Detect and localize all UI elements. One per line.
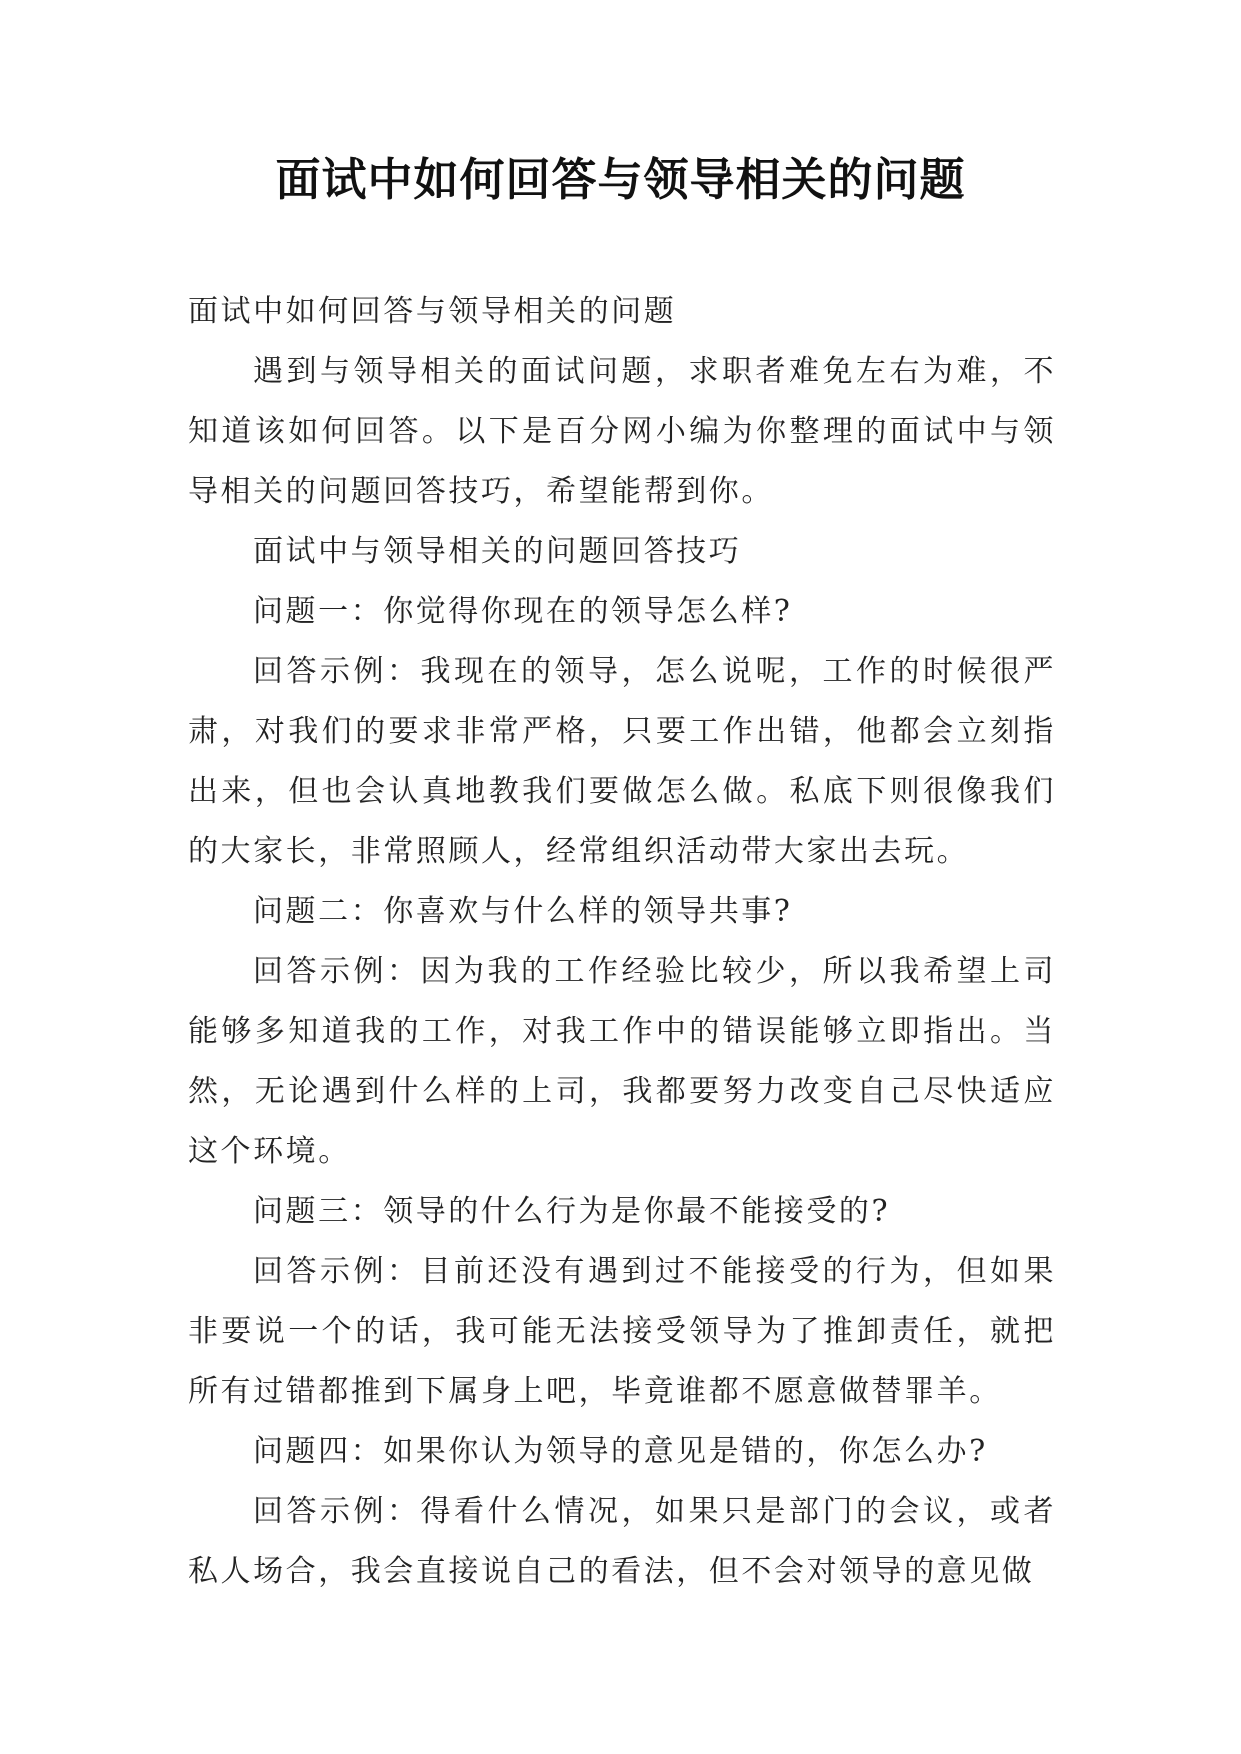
document-title: 面试中如何回答与领导相关的问题: [275, 153, 966, 206]
paragraph-question-2: 问题二：你喜欢与什么样的领导共事?: [253, 894, 793, 929]
paragraph-answer-3: 回答示例：目前还没有遇到过不能接受的行为，但如果非要说一个的话，我可能无法接受领导为了推卸责任，就把所有过错都推到下属身上吧，毕竟谁都不愿意做替罪羊。: [188, 1254, 1056, 1409]
paragraph-answer-2: 回答示例：因为我的工作经验比较少，所以我希望上司能够多知道我的工作，对我工作中的错误能够立即指出。当然，无论遇到什么样的上司，我都要努力改变自己尽快适应这个环境。: [188, 954, 1056, 1169]
paragraph-intro: 遇到与领导相关的面试问题，求职者难免左右为难，不知道该如何回答。以下是百分网小编为你整理的面试中与领导相关的问题回答技巧，希望能帮到你。: [188, 354, 1056, 509]
paragraph-subtitle: 面试中如何回答与领导相关的问题: [188, 294, 677, 329]
paragraph-question-4: 问题四：如果你认为领导的意见是错的，你怎么办?: [253, 1434, 988, 1469]
paragraph-question-1: 问题一：你觉得你现在的领导怎么样?: [253, 594, 793, 629]
document-body: [188, 282, 1056, 1602]
paragraph-question-3: 问题三：领导的什么行为是你最不能接受的?: [253, 1194, 891, 1229]
paragraph-section-heading: 面试中与领导相关的问题回答技巧: [253, 534, 742, 569]
paragraph-answer-1: 回答示例：我现在的领导，怎么说呢，工作的时候很严肃，对我们的要求非常严格，只要工作出错，他都会立刻指出来，但也会认真地教我们要做怎么做。私底下则很像我们的大家长，非常照顾人，经常组织活动带大家出去玩。: [188, 654, 1056, 869]
paragraph-answer-4: 回答示例：得看什么情况，如果只是部门的会议，或者私人场合，我会直接说自己的看法，但不会对领导的意见做: [188, 1494, 1056, 1589]
